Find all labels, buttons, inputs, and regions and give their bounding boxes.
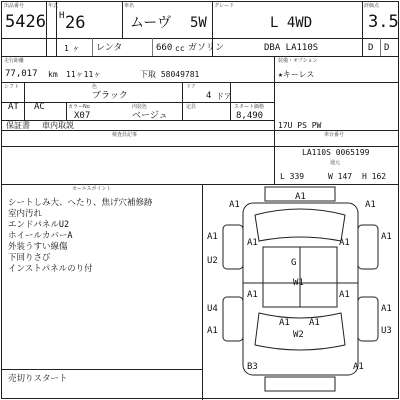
owner-manual: 車内取説 bbox=[42, 121, 74, 130]
damage-mark: A1 bbox=[309, 318, 320, 328]
drive-type: L 4WD bbox=[270, 15, 313, 31]
damage-mark: A1 bbox=[381, 304, 392, 314]
doors-label: ドア bbox=[186, 84, 196, 90]
drive-label: グレード bbox=[214, 3, 235, 9]
note-line: インストパネルのり付 bbox=[8, 264, 93, 274]
grade: 5W bbox=[190, 15, 207, 31]
door-count: 4 bbox=[206, 91, 212, 101]
lot-number-label: 出品番号 bbox=[4, 3, 25, 9]
damage-mark: U3 bbox=[381, 326, 392, 336]
score-label: 評価点 bbox=[364, 3, 380, 9]
color-label: 色 bbox=[92, 84, 98, 90]
note-line: シートしみ大、へたり、焦げ穴補修跡 bbox=[8, 198, 153, 208]
displacement-unit: cc bbox=[175, 44, 185, 53]
damage-mark: A1 bbox=[247, 290, 258, 300]
color-number: X07 bbox=[74, 111, 91, 121]
damage-diagram bbox=[203, 185, 398, 398]
start-price-label: スタート価格 bbox=[234, 104, 265, 110]
note-line: 外装うすい線傷 bbox=[8, 242, 68, 252]
reference-number: 下取 58049781 bbox=[140, 70, 200, 79]
damage-mark: U2 bbox=[207, 256, 218, 266]
lot-number: 5426 bbox=[5, 12, 46, 32]
note-count: 1 bbox=[64, 44, 69, 53]
color-number-label: カラーNo bbox=[68, 104, 90, 110]
equipment-extra: 17U PS PW bbox=[278, 121, 322, 130]
damage-mark: A1 bbox=[339, 238, 350, 248]
interior-score: D bbox=[368, 43, 374, 53]
shift-label: シフト bbox=[4, 84, 20, 90]
remarks-header: 検査員記事 bbox=[112, 132, 138, 138]
year-era: H bbox=[59, 11, 65, 21]
damage-mark: A1 bbox=[353, 362, 364, 372]
displacement: 660 bbox=[156, 43, 173, 53]
interior-color: ベージュ bbox=[132, 111, 168, 121]
transmission: AT bbox=[8, 102, 19, 112]
damage-mark: A1 bbox=[229, 200, 240, 210]
damage-mark: A1 bbox=[207, 232, 218, 242]
body-color: ブラック bbox=[92, 91, 128, 101]
damage-mark: W1 bbox=[293, 278, 304, 288]
exterior-score: D bbox=[384, 43, 390, 53]
note-count-suffix: ヶ bbox=[72, 44, 80, 53]
height-label: H bbox=[362, 172, 367, 181]
interior-color-label: 内装色 bbox=[132, 104, 148, 110]
damage-mark: A1 bbox=[339, 290, 350, 300]
model-year: 26 bbox=[65, 13, 86, 33]
warranty-book: 保証書 bbox=[6, 121, 30, 130]
vehicle-category: レンタ bbox=[96, 43, 123, 53]
chassis-header: 車台番号 bbox=[324, 132, 345, 138]
width-value: 147 bbox=[337, 172, 353, 181]
equipment-label: 装備・オプション bbox=[278, 58, 318, 64]
door-count-suffix: ドア bbox=[216, 92, 232, 101]
damage-mark: B3 bbox=[247, 362, 258, 372]
car-name-label: 車名 bbox=[124, 3, 135, 9]
auction-sheet bbox=[1, 1, 399, 399]
mileage-label: 走行距離 bbox=[4, 58, 25, 64]
start-price: 8,490 bbox=[236, 111, 264, 121]
mileage: 77,017 bbox=[5, 69, 38, 79]
note-line: ホイールカバーA bbox=[8, 231, 73, 241]
seats-label: 定員 bbox=[186, 104, 197, 110]
fuel-type: ガソリン bbox=[188, 43, 225, 53]
equipment-value: ★キーレス bbox=[278, 70, 315, 79]
chassis-subnote: 通元 bbox=[330, 160, 341, 166]
damage-mark: A1 bbox=[295, 192, 306, 202]
damage-mark: U4 bbox=[207, 304, 218, 314]
inspection-date: 11ヶ11ヶ bbox=[66, 70, 102, 79]
year-label: 年式 bbox=[48, 3, 59, 9]
note-line: 下回りさび bbox=[8, 253, 51, 263]
note-line: 室内汚れ bbox=[8, 209, 43, 219]
damage-mark: W2 bbox=[293, 330, 304, 340]
width-label: W bbox=[328, 172, 333, 181]
chassis-number: LA110S 0065199 bbox=[302, 148, 370, 157]
length-label: L bbox=[280, 172, 285, 181]
auction-score: 3.5 bbox=[368, 12, 399, 32]
damage-mark: G bbox=[291, 258, 297, 268]
damage-mark: A1 bbox=[365, 200, 376, 210]
model-code: DBA LA110S bbox=[264, 43, 319, 53]
damage-mark: A1 bbox=[279, 318, 290, 328]
car-name: ムーヴ bbox=[130, 15, 172, 31]
mileage-unit: km bbox=[48, 70, 58, 79]
damage-mark: A1 bbox=[207, 326, 218, 336]
damage-mark: A1 bbox=[247, 238, 258, 248]
sale-condition: 売切りスタート bbox=[8, 374, 68, 384]
air-conditioning: AC bbox=[34, 102, 45, 112]
notes-header: セールスポイント bbox=[72, 186, 112, 192]
length-value: 339 bbox=[289, 172, 305, 181]
note-line: エンドパネルU2 bbox=[8, 220, 70, 230]
height-value: 162 bbox=[371, 172, 387, 181]
damage-mark: A1 bbox=[381, 232, 392, 242]
